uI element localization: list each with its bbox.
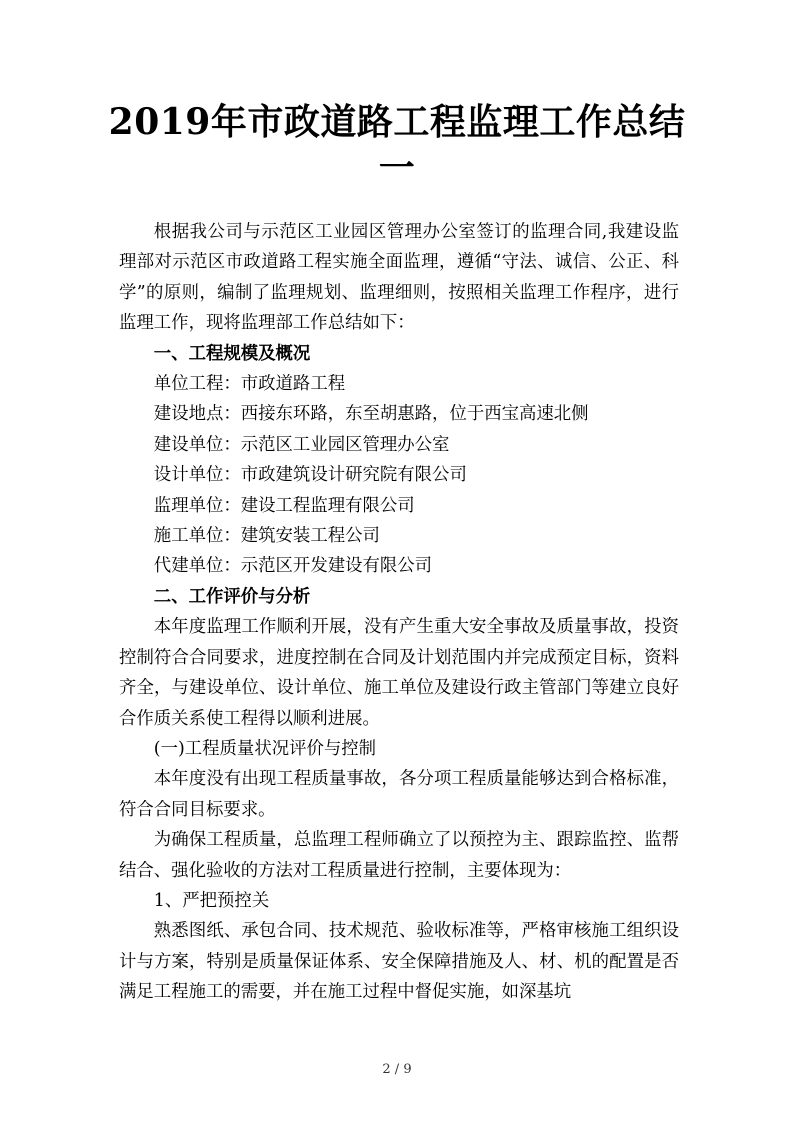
intro-paragraph: 根据我公司与示范区工业园区管理办公室签订的监理合同,我建设监理部对示范区市政道路工程实施全面监理，遵循“守法、诚信、公正、科学”的原则，编制了监理规划、监理细则，按照相关监理工作程序，进行监理工作，现将监理部工作总结如下： — [119, 222, 679, 334]
page-number: 2 / 9 — [382, 1062, 412, 1077]
subsection-heading-quality: (一)工程质量状况评价与控制 — [153, 738, 377, 759]
precontrol-paragraph: 熟悉图纸、承包合同、技术规范、验收标准等，严格审核施工组织设计与方案，特别是质量保证体系、安全保障措施及人、材、机的配置是否满足工程施工的需要，并在施工过程中督促实施，如深基坑 — [119, 921, 679, 1003]
section-heading-evaluation: 二、工作评价与分析 — [153, 586, 311, 607]
info-line-contractor: 施工单位：建筑安装工程公司 — [153, 526, 380, 547]
document-title: 2019年市政道路工程监理工作总结 — [108, 101, 686, 143]
section-heading-project-overview: 一、工程规模及概况 — [153, 343, 311, 364]
document-title-continuation: 一 — [378, 147, 416, 189]
document-body — [119, 217, 679, 1008]
item-heading-precontrol: 1、严把预控关 — [153, 890, 270, 911]
quality-method-paragraph: 为确保工程质量，总监理工程师确立了以预控为主、跟踪监控、监帮结合、强化验收的方法对工程质量进行控制，主要体现为： — [119, 830, 679, 881]
quality-paragraph: 本年度没有出现工程质量事故，各分项工程质量能够达到合格标准，符合合同目标要求。 — [119, 769, 679, 820]
info-line-unit-project: 单位工程：市政道路工程 — [153, 374, 346, 395]
info-line-supervision-unit: 监理单位：建设工程监理有限公司 — [153, 495, 415, 516]
info-line-design-unit: 设计单位：市政建筑设计研究院有限公司 — [153, 465, 467, 486]
info-line-agent-unit: 代建单位：示范区开发建设有限公司 — [153, 556, 433, 577]
evaluation-paragraph: 本年度监理工作顺利开展，没有产生重大安全事故及质量事故，投资控制符合合同要求，进度控制在合同及计划范围内并完成预定目标，资料齐全，与建设单位、设计单位、施工单位及建设行政主管部门等建立良好合作质关系使工程得以顺利进展。 — [119, 617, 679, 729]
info-line-construction-site: 建设地点：西接东环路，东至胡惠路，位于西宝高速北侧 — [153, 404, 589, 425]
info-line-construction-unit: 建设单位：示范区工业园区管理办公室 — [153, 434, 450, 455]
